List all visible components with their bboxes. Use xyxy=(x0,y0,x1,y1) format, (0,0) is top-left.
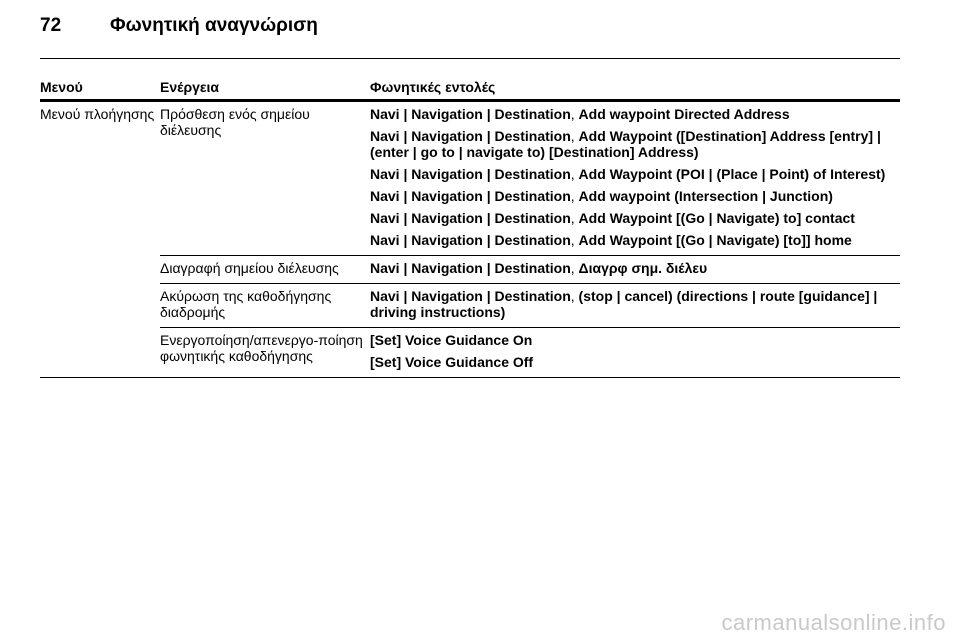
menu-cell xyxy=(40,101,160,378)
command-prefix: Navi | Navigation | Destination xyxy=(370,106,571,122)
action-cell: Ακύρωση της καθοδήγησης διαδρομής xyxy=(160,284,370,328)
menu-label: Μενού πλοήγησης xyxy=(40,106,155,122)
action-cell: Ενεργοποίηση/απενεργο-ποίηση φωνητικής καθοδήγησης xyxy=(160,328,370,378)
column-header-menu: Μενού xyxy=(40,78,160,101)
command-prefix: Navi | Navigation | Destination xyxy=(370,128,571,144)
voice-command xyxy=(370,128,900,160)
table-row xyxy=(40,284,900,328)
voice-command xyxy=(370,288,900,320)
command-separator: , xyxy=(570,128,579,144)
voice-command xyxy=(370,106,900,122)
table-row xyxy=(40,256,900,284)
commands-cell xyxy=(370,284,900,328)
voice-command xyxy=(370,188,900,204)
command-text: Add Waypoint ([Destination] Address [entry] | (enter | go to | navigate to) [Destination] Address) xyxy=(370,128,881,160)
command-text: Add Waypoint (POI | (Place | Point) of Interest) xyxy=(578,166,886,182)
command-text: Add waypoint (Intersection | Junction) xyxy=(578,188,833,204)
column-header-commands: Φωνητικές εντολές xyxy=(370,78,900,101)
column-header-action: Ενέργεια xyxy=(160,78,370,101)
watermark: carmanualsonline.info xyxy=(721,610,946,635)
voice-commands-table xyxy=(40,78,900,378)
table-header-row xyxy=(40,78,900,101)
command-prefix: Navi | Navigation | Destination xyxy=(370,188,571,204)
command-text: (stop | cancel) (directions | route [guidance] | driving instructions) xyxy=(370,288,878,320)
command-separator: , xyxy=(570,260,579,276)
commands-cell xyxy=(370,328,900,378)
voice-command xyxy=(370,166,900,182)
commands-cell xyxy=(370,101,900,256)
command-separator: , xyxy=(570,232,579,248)
command-text: Add Waypoint [(Go | Navigate) [to]] home xyxy=(578,232,852,248)
commands-cell xyxy=(370,256,900,284)
command-text: Add waypoint Directed Address xyxy=(578,106,790,122)
command-prefix: Navi | Navigation | Destination xyxy=(370,232,571,248)
table-row xyxy=(40,101,900,256)
voice-command xyxy=(370,332,900,348)
command-prefix: Navi | Navigation | Destination xyxy=(370,210,571,226)
page-title: Φωνητική αναγνώριση xyxy=(110,15,318,36)
voice-command xyxy=(370,354,900,370)
command-separator: , xyxy=(570,106,579,122)
voice-command xyxy=(370,210,900,226)
command-prefix: Navi | Navigation | Destination xyxy=(370,288,571,304)
command-text: [Set] Voice Guidance Off xyxy=(370,354,534,370)
header-divider xyxy=(40,58,900,59)
page-header xyxy=(40,8,318,44)
action-cell: Πρόσθεση ενός σημείου διέλευσης xyxy=(160,101,370,256)
command-text: Add Waypoint [(Go | Navigate) to] contact xyxy=(578,210,855,226)
command-separator: , xyxy=(570,210,579,226)
table-row xyxy=(40,328,900,378)
voice-command xyxy=(370,232,900,248)
command-prefix: Navi | Navigation | Destination xyxy=(370,166,571,182)
command-separator: , xyxy=(570,188,579,204)
action-cell: Διαγραφή σημείου διέλευσης xyxy=(160,256,370,284)
page-number: 72 xyxy=(40,15,62,36)
command-text: Διαγρφ σημ. διέλευ xyxy=(578,260,708,276)
command-separator: , xyxy=(570,288,579,304)
command-separator: , xyxy=(570,166,579,182)
command-text: [Set] Voice Guidance On xyxy=(370,332,533,348)
voice-command xyxy=(370,260,900,276)
command-prefix: Navi | Navigation | Destination xyxy=(370,260,571,276)
